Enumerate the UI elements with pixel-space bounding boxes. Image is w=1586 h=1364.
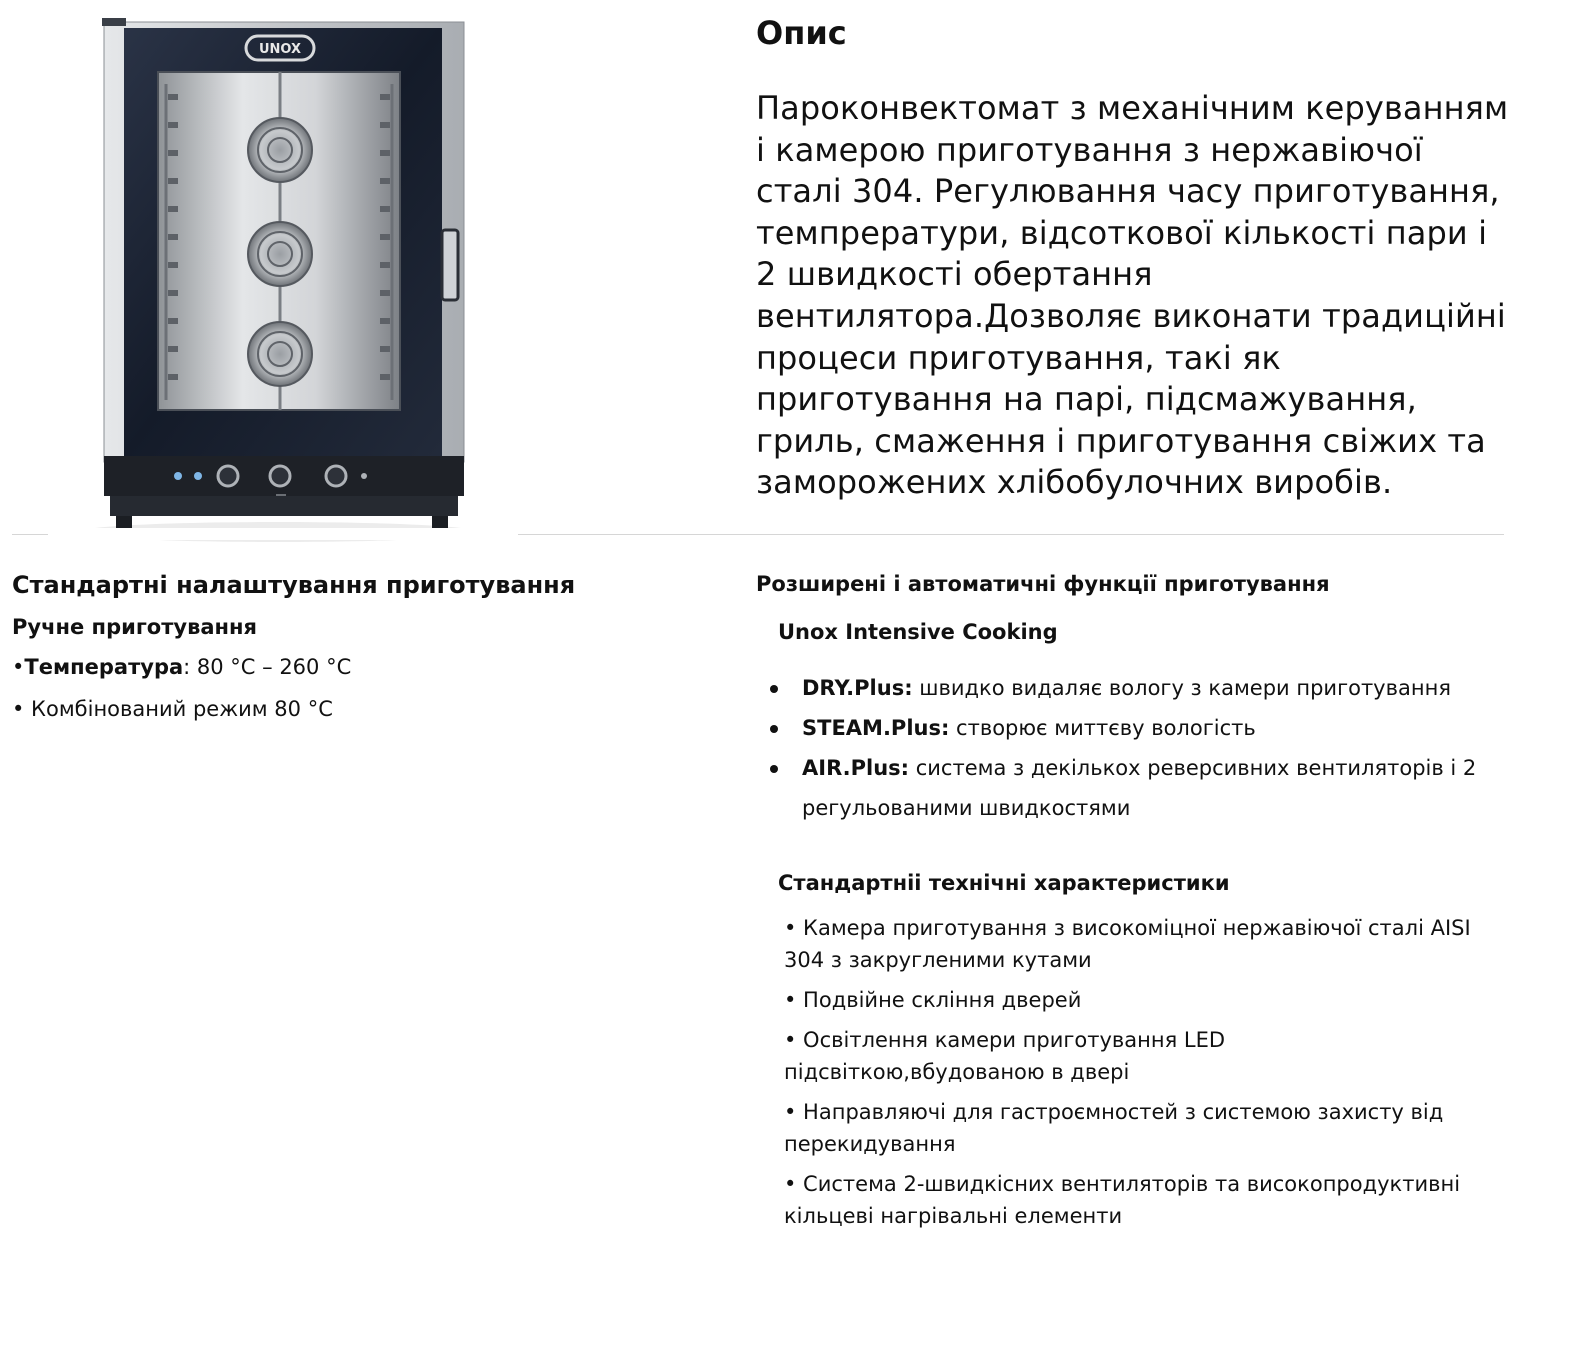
standard-settings-title: Стандартні налаштування приготування	[12, 571, 576, 599]
svg-text:UNOX: UNOX	[258, 42, 302, 57]
temperature-value: : 80 °C – 260 °C	[183, 655, 352, 679]
technical-specs-title: Стандартніі технічні характеристики	[778, 871, 1230, 895]
list-item	[770, 748, 1510, 828]
bullet-icon	[770, 685, 778, 693]
manual-cooking-title: Ручне приготування	[12, 615, 258, 639]
feature-name: AIR.Plus:	[802, 756, 910, 780]
list-item	[770, 668, 1510, 708]
unox-intensive-cooking-title: Unox Intensive Cooking	[778, 620, 1058, 644]
convection-oven-icon	[40, 10, 520, 550]
product-image	[40, 10, 520, 550]
feature-text: створює миттєву вологість	[949, 716, 1256, 740]
bullet-icon	[770, 725, 778, 733]
description-text: Пароконвектомат з механічним керуванням і камерою приготування з нержавіючої сталі 304. Регулювання часу приготування, темпрератури, відсоткової кількості пари і 2 швидкості обертання вентилятора.Дозволяє виконати традиційні процеси приготування, такі як приготування на парі, підсмажування, гриль, смаження і приготування свіжих та заморожених хлібобулочних виробів.	[756, 89, 1509, 502]
list-item: • Направляючі для гастроємностей з системою захисту від перекидування	[784, 1100, 1444, 1156]
bullet-icon	[770, 765, 778, 773]
temperature-line	[12, 655, 351, 679]
advanced-functions-title: Розширені і автоматичні функції приготування	[756, 572, 1330, 596]
description-heading: Опис	[756, 14, 847, 52]
plus-features-list	[770, 668, 1510, 828]
temperature-label: Температура	[24, 655, 184, 679]
divider-gap	[48, 528, 518, 540]
feature-text: система з декількох реверсивних вентиляторів і 2 регульованими швидкостями	[802, 756, 1477, 820]
list-item: • Система 2-швидкісних вентиляторів та високопродуктивні кільцеві нагрівальні елементи	[784, 1172, 1461, 1228]
combi-mode-line: • Комбінований режим 80 °C	[12, 697, 333, 721]
feature-text: швидко видаляє вологу з камери приготування	[912, 676, 1451, 700]
feature-name: STEAM.Plus:	[802, 716, 950, 740]
list-item: • Подвійне скління дверей	[784, 988, 1082, 1012]
list-item: • Освітлення камери приготування LED підсвіткою,вбудованою в двері	[784, 1028, 1226, 1084]
list-item	[770, 708, 1510, 748]
list-item: • Камера приготування з високоміцної нержавіючої сталі AISI 304 з закругленими кутами	[784, 916, 1471, 972]
technical-specs-list	[784, 912, 1484, 1240]
temperature-bullet: •	[12, 655, 25, 679]
feature-name: DRY.Plus:	[802, 676, 913, 700]
